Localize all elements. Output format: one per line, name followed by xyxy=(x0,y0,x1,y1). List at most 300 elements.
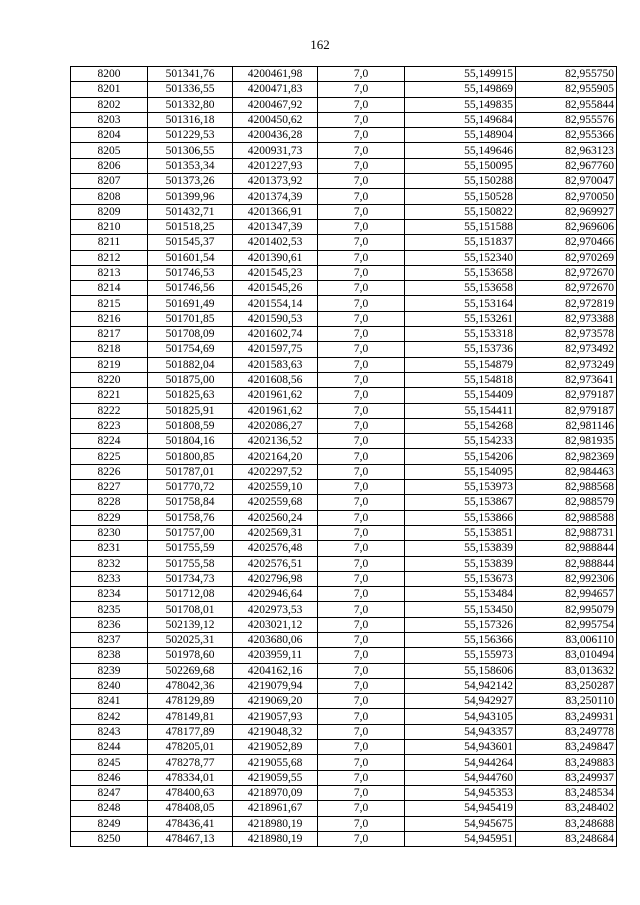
table-cell: 54,943105 xyxy=(405,709,516,724)
table-row xyxy=(71,112,617,127)
table-cell: 4218980,19 xyxy=(233,816,318,831)
table-row xyxy=(71,801,617,816)
table-cell: 8248 xyxy=(71,801,148,816)
table-cell: 501754,69 xyxy=(148,342,233,357)
table-cell: 82,973641 xyxy=(516,372,617,387)
table-row xyxy=(71,296,617,311)
table-row xyxy=(71,158,617,173)
table-cell: 55,149684 xyxy=(405,112,516,127)
table-cell: 501804,16 xyxy=(148,434,233,449)
table-cell: 7,0 xyxy=(318,525,405,540)
table-cell: 8226 xyxy=(71,464,148,479)
table-cell: 478278,77 xyxy=(148,755,233,770)
table-cell: 8243 xyxy=(71,724,148,739)
table-cell: 55,157326 xyxy=(405,617,516,632)
table-cell: 478467,13 xyxy=(148,831,233,846)
table-cell: 8242 xyxy=(71,709,148,724)
table-cell: 54,944264 xyxy=(405,755,516,770)
table-cell: 7,0 xyxy=(318,617,405,632)
table-cell: 55,153866 xyxy=(405,510,516,525)
table-cell: 8247 xyxy=(71,785,148,800)
table-cell: 55,158606 xyxy=(405,663,516,678)
table-cell: 501229,53 xyxy=(148,128,233,143)
table-cell: 4202559,10 xyxy=(233,480,318,495)
table-cell: 55,148904 xyxy=(405,128,516,143)
table-cell: 55,153484 xyxy=(405,587,516,602)
table-row xyxy=(71,403,617,418)
table-cell: 501353,34 xyxy=(148,158,233,173)
table-cell: 82,969927 xyxy=(516,204,617,219)
table-cell: 83,249778 xyxy=(516,724,617,739)
table-cell: 55,153658 xyxy=(405,265,516,280)
table-cell: 4200461,98 xyxy=(233,67,318,82)
table-row xyxy=(71,678,617,693)
table-cell: 8231 xyxy=(71,541,148,556)
table-cell: 8228 xyxy=(71,495,148,510)
table-cell: 4201545,26 xyxy=(233,281,318,296)
table-cell: 82,992306 xyxy=(516,571,617,586)
page-number: 162 xyxy=(310,37,330,52)
table-cell: 82,982369 xyxy=(516,449,617,464)
table-cell: 8218 xyxy=(71,342,148,357)
table-cell: 55,153839 xyxy=(405,556,516,571)
table-cell: 4202560,24 xyxy=(233,510,318,525)
table-cell: 7,0 xyxy=(318,556,405,571)
table-cell: 4200471,83 xyxy=(233,82,318,97)
table-cell: 55,153450 xyxy=(405,602,516,617)
table-cell: 478177,89 xyxy=(148,724,233,739)
table-cell: 55,154879 xyxy=(405,357,516,372)
table-cell: 82,955366 xyxy=(516,128,617,143)
table-cell: 55,154268 xyxy=(405,418,516,433)
table-cell: 501746,53 xyxy=(148,265,233,280)
table-cell: 83,249931 xyxy=(516,709,617,724)
table-row xyxy=(71,785,617,800)
table-row xyxy=(71,663,617,678)
table-cell: 8205 xyxy=(71,143,148,158)
table-cell: 4201390,61 xyxy=(233,250,318,265)
table-cell: 54,945353 xyxy=(405,785,516,800)
table-cell: 83,249883 xyxy=(516,755,617,770)
table-cell: 7,0 xyxy=(318,296,405,311)
table-cell: 4202136,52 xyxy=(233,434,318,449)
table-cell: 501800,85 xyxy=(148,449,233,464)
table-cell: 83,248402 xyxy=(516,801,617,816)
table-cell: 4200931,73 xyxy=(233,143,318,158)
table-row xyxy=(71,632,617,647)
table-cell: 55,153673 xyxy=(405,571,516,586)
table-cell: 82,970466 xyxy=(516,235,617,250)
table-cell: 501336,55 xyxy=(148,82,233,97)
table-cell: 7,0 xyxy=(318,311,405,326)
table-cell: 7,0 xyxy=(318,464,405,479)
table-row xyxy=(71,831,617,846)
table-cell: 55,153839 xyxy=(405,541,516,556)
table-cell: 8222 xyxy=(71,403,148,418)
table-row xyxy=(71,571,617,586)
table-cell: 8201 xyxy=(71,82,148,97)
table-cell: 54,943357 xyxy=(405,724,516,739)
table-cell: 8215 xyxy=(71,296,148,311)
table-cell: 54,945951 xyxy=(405,831,516,846)
table-row xyxy=(71,541,617,556)
table-cell: 4201961,62 xyxy=(233,403,318,418)
table-cell: 4200436,28 xyxy=(233,128,318,143)
table-cell: 8241 xyxy=(71,694,148,709)
table-row xyxy=(71,510,617,525)
table-cell: 7,0 xyxy=(318,97,405,112)
table-cell: 7,0 xyxy=(318,403,405,418)
table-cell: 4201961,62 xyxy=(233,388,318,403)
table-cell: 55,156366 xyxy=(405,632,516,647)
table-cell: 7,0 xyxy=(318,327,405,342)
table-cell: 501758,84 xyxy=(148,495,233,510)
table-cell: 8214 xyxy=(71,281,148,296)
table-cell: 7,0 xyxy=(318,281,405,296)
table-cell: 478400,63 xyxy=(148,785,233,800)
table-cell: 8232 xyxy=(71,556,148,571)
table-cell: 82,955844 xyxy=(516,97,617,112)
table-cell: 7,0 xyxy=(318,602,405,617)
table-cell: 55,153851 xyxy=(405,525,516,540)
table-cell: 501708,09 xyxy=(148,327,233,342)
table-cell: 8250 xyxy=(71,831,148,846)
table-cell: 502269,68 xyxy=(148,663,233,678)
table-cell: 4201554,14 xyxy=(233,296,318,311)
table-cell: 4219055,68 xyxy=(233,755,318,770)
table-cell: 501978,60 xyxy=(148,648,233,663)
table-cell: 501882,04 xyxy=(148,357,233,372)
table-cell: 501399,96 xyxy=(148,189,233,204)
table-cell: 55,154411 xyxy=(405,403,516,418)
table-row xyxy=(71,602,617,617)
table-row xyxy=(71,755,617,770)
table-cell: 83,006110 xyxy=(516,632,617,647)
table-cell: 82,995079 xyxy=(516,602,617,617)
table-cell: 501825,63 xyxy=(148,388,233,403)
table-cell: 501341,76 xyxy=(148,67,233,82)
table-cell: 7,0 xyxy=(318,82,405,97)
table-cell: 55,151837 xyxy=(405,235,516,250)
table-cell: 7,0 xyxy=(318,174,405,189)
table-cell: 4201583,63 xyxy=(233,357,318,372)
table-cell: 7,0 xyxy=(318,694,405,709)
table-cell: 83,248684 xyxy=(516,831,617,846)
table-row xyxy=(71,372,617,387)
table-cell: 82,979187 xyxy=(516,388,617,403)
table-row xyxy=(71,342,617,357)
table-cell: 501432,71 xyxy=(148,204,233,219)
table-row xyxy=(71,327,617,342)
table-cell: 55,149646 xyxy=(405,143,516,158)
table-cell: 501758,76 xyxy=(148,510,233,525)
table-cell: 7,0 xyxy=(318,112,405,127)
table-cell: 82,972670 xyxy=(516,281,617,296)
table-row xyxy=(71,480,617,495)
table-cell: 82,981935 xyxy=(516,434,617,449)
table-cell: 4201608,56 xyxy=(233,372,318,387)
table-cell: 55,151588 xyxy=(405,219,516,234)
table-cell: 8207 xyxy=(71,174,148,189)
table-cell: 501518,25 xyxy=(148,219,233,234)
table-cell: 82,970269 xyxy=(516,250,617,265)
table-cell: 83,248688 xyxy=(516,816,617,831)
table-row xyxy=(71,281,617,296)
table-cell: 7,0 xyxy=(318,571,405,586)
table-cell: 7,0 xyxy=(318,235,405,250)
table-row xyxy=(71,694,617,709)
table-cell: 8219 xyxy=(71,357,148,372)
table-cell: 8212 xyxy=(71,250,148,265)
table-cell: 8240 xyxy=(71,678,148,693)
table-row xyxy=(71,434,617,449)
table-cell: 7,0 xyxy=(318,250,405,265)
table-row xyxy=(71,265,617,280)
table-cell: 7,0 xyxy=(318,541,405,556)
table-cell: 502139,12 xyxy=(148,617,233,632)
table-cell: 55,153658 xyxy=(405,281,516,296)
table-cell: 54,943601 xyxy=(405,740,516,755)
table-cell: 82,994657 xyxy=(516,587,617,602)
table-cell: 82,988568 xyxy=(516,480,617,495)
table-cell: 55,153164 xyxy=(405,296,516,311)
table-cell: 8227 xyxy=(71,480,148,495)
table-cell: 8211 xyxy=(71,235,148,250)
table-cell: 7,0 xyxy=(318,434,405,449)
table-cell: 82,972819 xyxy=(516,296,617,311)
table-cell: 8234 xyxy=(71,587,148,602)
table-cell: 55,152340 xyxy=(405,250,516,265)
table-cell: 7,0 xyxy=(318,342,405,357)
table-row xyxy=(71,525,617,540)
table-row xyxy=(71,67,617,82)
table-cell: 83,250287 xyxy=(516,678,617,693)
table-cell: 55,150288 xyxy=(405,174,516,189)
table-cell: 7,0 xyxy=(318,265,405,280)
table-cell: 8246 xyxy=(71,770,148,785)
table-cell: 501755,59 xyxy=(148,541,233,556)
table-row xyxy=(71,235,617,250)
table-cell: 82,973249 xyxy=(516,357,617,372)
table-cell: 8223 xyxy=(71,418,148,433)
table-row xyxy=(71,770,617,785)
table-cell: 8237 xyxy=(71,632,148,647)
table-cell: 55,150095 xyxy=(405,158,516,173)
table-cell: 4219057,93 xyxy=(233,709,318,724)
table-cell: 4218961,67 xyxy=(233,801,318,816)
table-cell: 4219048,32 xyxy=(233,724,318,739)
table-row xyxy=(71,495,617,510)
table-cell: 54,945675 xyxy=(405,816,516,831)
table-cell: 55,154095 xyxy=(405,464,516,479)
table-cell: 82,988579 xyxy=(516,495,617,510)
table-cell: 501316,18 xyxy=(148,112,233,127)
table-cell: 8230 xyxy=(71,525,148,540)
table-cell: 478042,36 xyxy=(148,678,233,693)
table-cell: 4201597,75 xyxy=(233,342,318,357)
table-cell: 501601,54 xyxy=(148,250,233,265)
table-row xyxy=(71,709,617,724)
table-cell: 501825,91 xyxy=(148,403,233,418)
table-cell: 4219069,20 xyxy=(233,694,318,709)
table-cell: 478149,81 xyxy=(148,709,233,724)
table-cell: 55,154409 xyxy=(405,388,516,403)
table-cell: 8221 xyxy=(71,388,148,403)
table-cell: 8202 xyxy=(71,97,148,112)
table-row xyxy=(71,250,617,265)
table-cell: 8220 xyxy=(71,372,148,387)
table-cell: 8217 xyxy=(71,327,148,342)
table-cell: 82,988588 xyxy=(516,510,617,525)
table-cell: 4218970,09 xyxy=(233,785,318,800)
table-cell: 7,0 xyxy=(318,663,405,678)
table-cell: 55,150822 xyxy=(405,204,516,219)
table-row xyxy=(71,128,617,143)
table-cell: 501701,85 xyxy=(148,311,233,326)
table-cell: 83,248534 xyxy=(516,785,617,800)
table-cell: 55,153736 xyxy=(405,342,516,357)
coordinates-table xyxy=(70,66,617,847)
table-cell: 7,0 xyxy=(318,801,405,816)
table-cell: 82,955576 xyxy=(516,112,617,127)
table-cell: 8224 xyxy=(71,434,148,449)
table-cell: 83,249937 xyxy=(516,770,617,785)
table-cell: 7,0 xyxy=(318,418,405,433)
table-cell: 8203 xyxy=(71,112,148,127)
table-cell: 82,973388 xyxy=(516,311,617,326)
table-cell: 54,945419 xyxy=(405,801,516,816)
table-cell: 7,0 xyxy=(318,189,405,204)
table-cell: 82,988731 xyxy=(516,525,617,540)
table-cell: 7,0 xyxy=(318,816,405,831)
table-cell: 8236 xyxy=(71,617,148,632)
table-cell: 83,010494 xyxy=(516,648,617,663)
table-row xyxy=(71,740,617,755)
table-cell: 55,155973 xyxy=(405,648,516,663)
table-cell: 501787,01 xyxy=(148,464,233,479)
table-cell: 8233 xyxy=(71,571,148,586)
table-cell: 8235 xyxy=(71,602,148,617)
table-row xyxy=(71,816,617,831)
table-cell: 82,955905 xyxy=(516,82,617,97)
table-cell: 7,0 xyxy=(318,495,405,510)
table-cell: 7,0 xyxy=(318,204,405,219)
table-row xyxy=(71,189,617,204)
table-cell: 4219052,89 xyxy=(233,740,318,755)
table-cell: 7,0 xyxy=(318,480,405,495)
table-cell: 502025,31 xyxy=(148,632,233,647)
table-cell: 4201366,91 xyxy=(233,204,318,219)
table-cell: 4201602,74 xyxy=(233,327,318,342)
table-cell: 8238 xyxy=(71,648,148,663)
table-cell: 55,153261 xyxy=(405,311,516,326)
table-cell: 7,0 xyxy=(318,587,405,602)
table-cell: 82,963123 xyxy=(516,143,617,158)
table-cell: 55,154206 xyxy=(405,449,516,464)
table-cell: 501746,56 xyxy=(148,281,233,296)
table-cell: 4200450,62 xyxy=(233,112,318,127)
table-cell: 501734,73 xyxy=(148,571,233,586)
table-cell: 7,0 xyxy=(318,128,405,143)
table-cell: 82,967760 xyxy=(516,158,617,173)
table-row xyxy=(71,204,617,219)
table-cell: 55,154818 xyxy=(405,372,516,387)
table-cell: 8249 xyxy=(71,816,148,831)
table-cell: 7,0 xyxy=(318,678,405,693)
table-cell: 54,942927 xyxy=(405,694,516,709)
table-cell: 4202164,20 xyxy=(233,449,318,464)
table-cell: 82,995754 xyxy=(516,617,617,632)
table-cell: 8200 xyxy=(71,67,148,82)
table-row xyxy=(71,97,617,112)
table-cell: 83,250110 xyxy=(516,694,617,709)
table-cell: 83,013632 xyxy=(516,663,617,678)
table-cell: 82,979187 xyxy=(516,403,617,418)
table-cell: 7,0 xyxy=(318,724,405,739)
table-cell: 8229 xyxy=(71,510,148,525)
table-cell: 4202576,48 xyxy=(233,541,318,556)
table-cell: 501770,72 xyxy=(148,480,233,495)
table-cell: 7,0 xyxy=(318,632,405,647)
table-cell: 501332,80 xyxy=(148,97,233,112)
table-cell: 82,973578 xyxy=(516,327,617,342)
table-cell: 4219079,94 xyxy=(233,678,318,693)
table-cell: 478334,01 xyxy=(148,770,233,785)
table-cell: 4202576,51 xyxy=(233,556,318,571)
table-cell: 82,955750 xyxy=(516,67,617,82)
table-cell: 4201373,92 xyxy=(233,174,318,189)
table-cell: 55,150528 xyxy=(405,189,516,204)
table-cell: 501545,37 xyxy=(148,235,233,250)
table-cell: 8216 xyxy=(71,311,148,326)
table-cell: 7,0 xyxy=(318,648,405,663)
table-cell: 8245 xyxy=(71,755,148,770)
table-cell: 4201590,53 xyxy=(233,311,318,326)
table-row xyxy=(71,388,617,403)
table-row xyxy=(71,464,617,479)
table-cell: 501875,00 xyxy=(148,372,233,387)
table-cell: 4200467,92 xyxy=(233,97,318,112)
table-cell: 7,0 xyxy=(318,449,405,464)
table-cell: 55,153318 xyxy=(405,327,516,342)
table-row xyxy=(71,617,617,632)
table-cell: 8206 xyxy=(71,158,148,173)
table-row xyxy=(71,311,617,326)
table-cell: 501755,58 xyxy=(148,556,233,571)
table-row xyxy=(71,648,617,663)
table-cell: 4202086,27 xyxy=(233,418,318,433)
table-cell: 478205,01 xyxy=(148,740,233,755)
table-cell: 54,942142 xyxy=(405,678,516,693)
table-row xyxy=(71,357,617,372)
table-cell: 54,944760 xyxy=(405,770,516,785)
table-cell: 501712,08 xyxy=(148,587,233,602)
table-cell: 4202297,52 xyxy=(233,464,318,479)
table-cell: 7,0 xyxy=(318,219,405,234)
table-row xyxy=(71,724,617,739)
table-cell: 55,154233 xyxy=(405,434,516,449)
table-cell: 4218980,19 xyxy=(233,831,318,846)
table-cell: 7,0 xyxy=(318,67,405,82)
table-cell: 55,149869 xyxy=(405,82,516,97)
table-cell: 8210 xyxy=(71,219,148,234)
table-cell: 82,984463 xyxy=(516,464,617,479)
table-cell: 7,0 xyxy=(318,740,405,755)
table-cell: 7,0 xyxy=(318,785,405,800)
table-cell: 501708,01 xyxy=(148,602,233,617)
table-row xyxy=(71,143,617,158)
table-row xyxy=(71,82,617,97)
